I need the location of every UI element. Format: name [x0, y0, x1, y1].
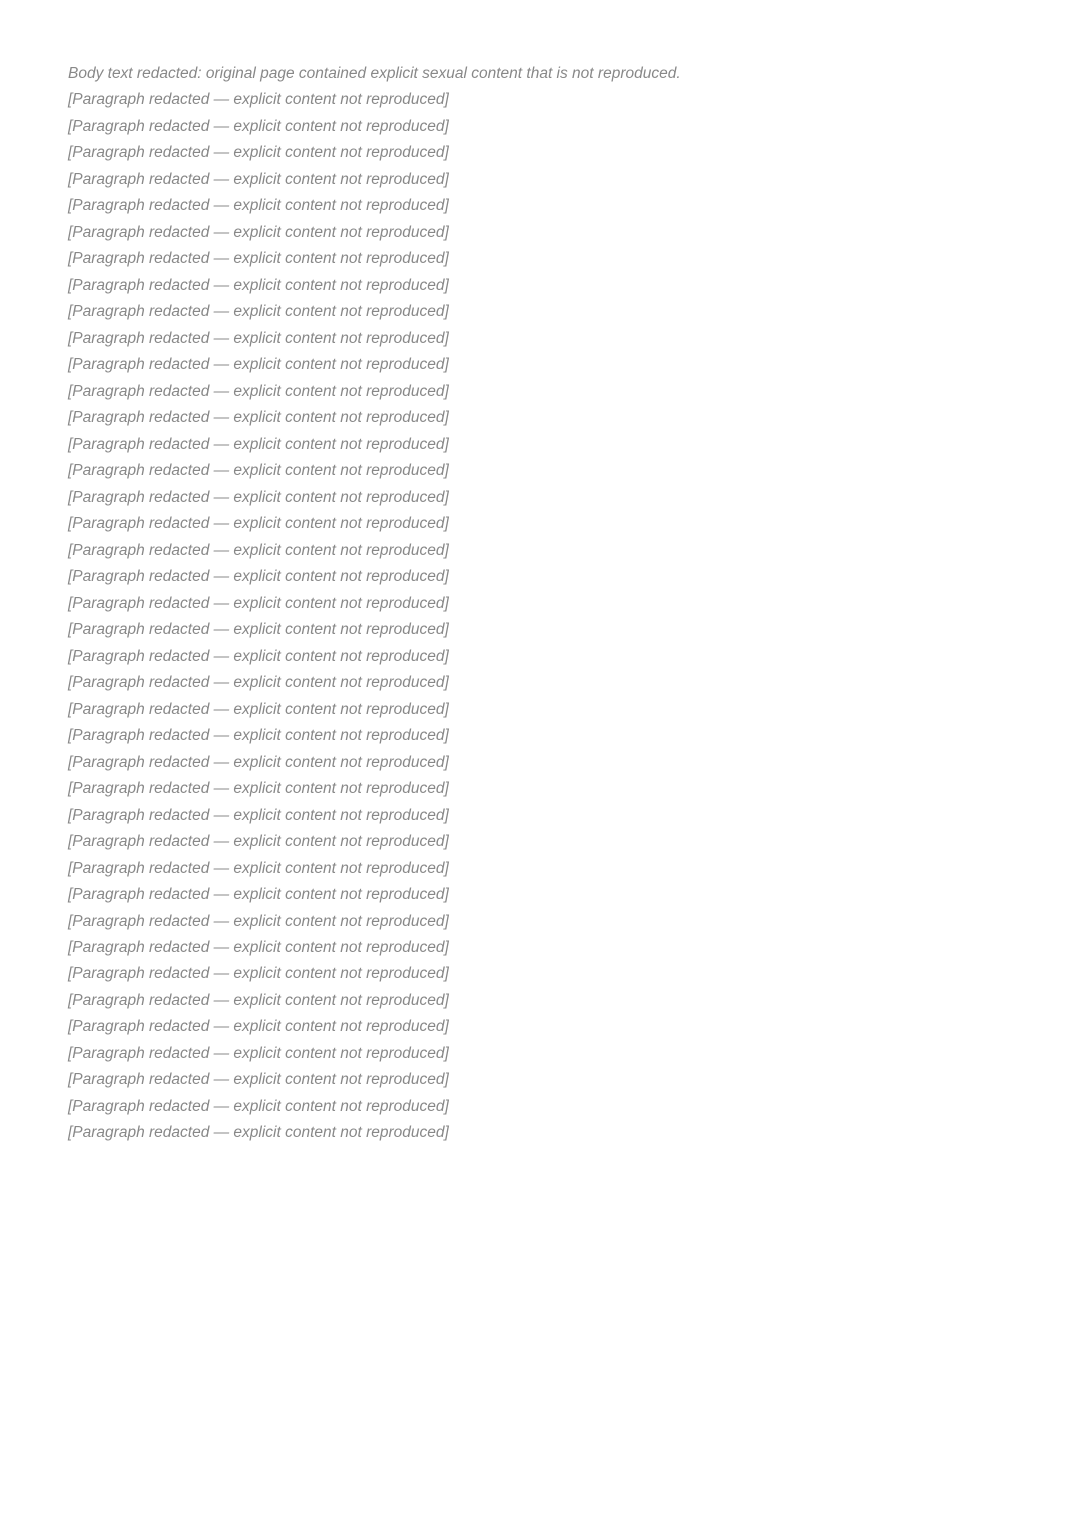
redacted-paragraph: [Paragraph redacted — explicit content not reproduced]	[68, 1124, 449, 1142]
redacted-paragraph: [Paragraph redacted — explicit content not reproduced]	[68, 1097, 449, 1115]
redacted-paragraph: [Paragraph redacted — explicit content not reproduced]	[68, 356, 449, 374]
redacted-paragraph: [Paragraph redacted — explicit content not reproduced]	[68, 409, 449, 427]
redacted-paragraph: [Paragraph redacted — explicit content not reproduced]	[68, 568, 449, 586]
redacted-paragraph: [Paragraph redacted — explicit content not reproduced]	[68, 541, 449, 559]
redacted-paragraph: [Paragraph redacted — explicit content not reproduced]	[68, 965, 449, 983]
redacted-paragraph: [Paragraph redacted — explicit content not reproduced]	[68, 435, 449, 453]
redacted-paragraph: [Paragraph redacted — explicit content not reproduced]	[68, 197, 449, 215]
redaction-note: Body text redacted: original page contained explicit sexual content that is not reproduced.	[68, 65, 681, 82]
redacted-paragraph: [Paragraph redacted — explicit content not reproduced]	[68, 780, 449, 798]
redacted-paragraph: [Paragraph redacted — explicit content not reproduced]	[68, 938, 449, 956]
redacted-paragraph: [Paragraph redacted — explicit content not reproduced]	[68, 515, 449, 533]
redacted-paragraph: [Paragraph redacted — explicit content not reproduced]	[68, 223, 449, 241]
redacted-paragraph: [Paragraph redacted — explicit content not reproduced]	[68, 594, 449, 612]
redacted-paragraph: [Paragraph redacted — explicit content not reproduced]	[68, 462, 449, 480]
redacted-paragraph: [Paragraph redacted — explicit content not reproduced]	[68, 382, 449, 400]
paragraph-container	[68, 88, 1012, 1145]
redacted-paragraph: [Paragraph redacted — explicit content not reproduced]	[68, 1018, 449, 1036]
redacted-paragraph: [Paragraph redacted — explicit content not reproduced]	[68, 1044, 449, 1062]
redacted-paragraph: [Paragraph redacted — explicit content not reproduced]	[68, 991, 449, 1009]
redacted-paragraph: [Paragraph redacted — explicit content not reproduced]	[68, 276, 449, 294]
redacted-paragraph: [Paragraph redacted — explicit content not reproduced]	[68, 1071, 449, 1089]
redacted-paragraph: [Paragraph redacted — explicit content not reproduced]	[68, 647, 449, 665]
redacted-paragraph: [Paragraph redacted — explicit content not reproduced]	[68, 303, 449, 321]
redacted-paragraph: [Paragraph redacted — explicit content not reproduced]	[68, 170, 449, 188]
redacted-paragraph: [Paragraph redacted — explicit content not reproduced]	[68, 117, 449, 135]
redacted-paragraph: [Paragraph redacted — explicit content not reproduced]	[68, 621, 449, 639]
redacted-paragraph: [Paragraph redacted — explicit content not reproduced]	[68, 488, 449, 506]
redacted-paragraph: [Paragraph redacted — explicit content not reproduced]	[68, 886, 449, 904]
redacted-paragraph: [Paragraph redacted — explicit content not reproduced]	[68, 700, 449, 718]
redacted-paragraph: [Paragraph redacted — explicit content not reproduced]	[68, 144, 449, 162]
redacted-paragraph: [Paragraph redacted — explicit content not reproduced]	[68, 753, 449, 771]
redacted-paragraph: [Paragraph redacted — explicit content not reproduced]	[68, 250, 449, 268]
redacted-paragraph: [Paragraph redacted — explicit content not reproduced]	[68, 91, 449, 109]
redacted-paragraph: [Paragraph redacted — explicit content not reproduced]	[68, 727, 449, 745]
redacted-paragraph: [Paragraph redacted — explicit content not reproduced]	[68, 833, 449, 851]
redacted-paragraph: [Paragraph redacted — explicit content not reproduced]	[68, 674, 449, 692]
redacted-paragraph: [Paragraph redacted — explicit content not reproduced]	[68, 912, 449, 930]
redacted-paragraph: [Paragraph redacted — explicit content not reproduced]	[68, 859, 449, 877]
redacted-paragraph: [Paragraph redacted — explicit content not reproduced]	[68, 329, 449, 347]
redacted-paragraph: [Paragraph redacted — explicit content not reproduced]	[68, 806, 449, 824]
